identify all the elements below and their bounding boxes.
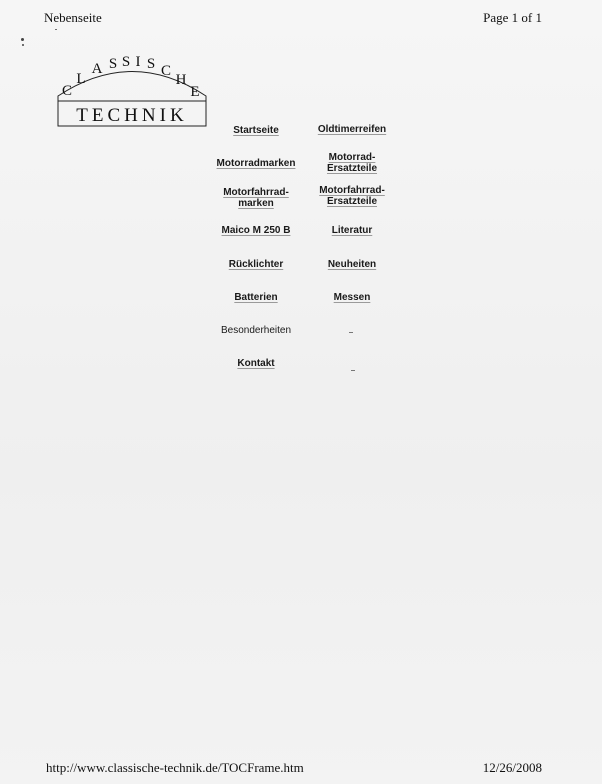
logo-arch-letter: A — [91, 61, 103, 77]
logo-arch-letter: S — [121, 54, 131, 70]
stray-mark — [351, 370, 355, 371]
nav-link-motorrad-ersatzteile[interactable]: Motorrad- Ersatzteile — [326, 152, 378, 174]
page-indicator: Page 1 of 1 — [483, 10, 542, 25]
logo-arch-letter: I — [135, 54, 141, 70]
logo-main-text: TECHNIK — [76, 105, 188, 126]
nav-link-maico-m-250-b[interactable]: Maico M 250 B — [221, 225, 291, 236]
nav-link-messen[interactable]: Messen — [333, 292, 371, 303]
stray-mark — [349, 332, 353, 333]
logo-arch-letter: C — [61, 83, 73, 99]
nav-link-oldtimerreifen[interactable]: Oldtimerreifen — [317, 124, 387, 135]
nav-link-motorfahrrad-marken[interactable]: Motorfahrrad- marken — [223, 187, 289, 209]
logo-arch-letter: E — [190, 84, 200, 100]
logo-arch-letter: L — [76, 71, 86, 87]
logo-arch-letter: S — [146, 56, 156, 72]
nav-link-motorradmarken[interactable]: Motorradmarken — [216, 158, 296, 169]
nav-link-ruecklichter[interactable]: Rücklichter — [228, 259, 284, 270]
nav-link-kontakt[interactable]: Kontakt — [237, 358, 275, 369]
nav-link-literatur[interactable]: Literatur — [331, 225, 373, 236]
page-title: Nebenseite — [44, 10, 102, 25]
logo-arch-letter: H — [175, 72, 187, 88]
nav-link-neuheiten[interactable]: Neuheiten — [327, 259, 377, 270]
nav-link-batterien[interactable]: Batterien — [234, 292, 278, 303]
logo-arch-letter: S — [108, 56, 118, 72]
footer-date: 12/26/2008 — [482, 760, 542, 775]
nav-link-besonderheiten[interactable]: Besonderheiten — [220, 325, 292, 336]
nav-link-motorfahrrad-ersatzteile[interactable]: Motorfahrrad- Ersatzteile — [319, 185, 385, 207]
footer-url: http://www.classische-technik.de/TOCFrame.htm — [46, 760, 304, 775]
logo-arch-letter: C — [160, 63, 172, 79]
nav-link-startseite[interactable]: Startseite — [233, 125, 279, 136]
